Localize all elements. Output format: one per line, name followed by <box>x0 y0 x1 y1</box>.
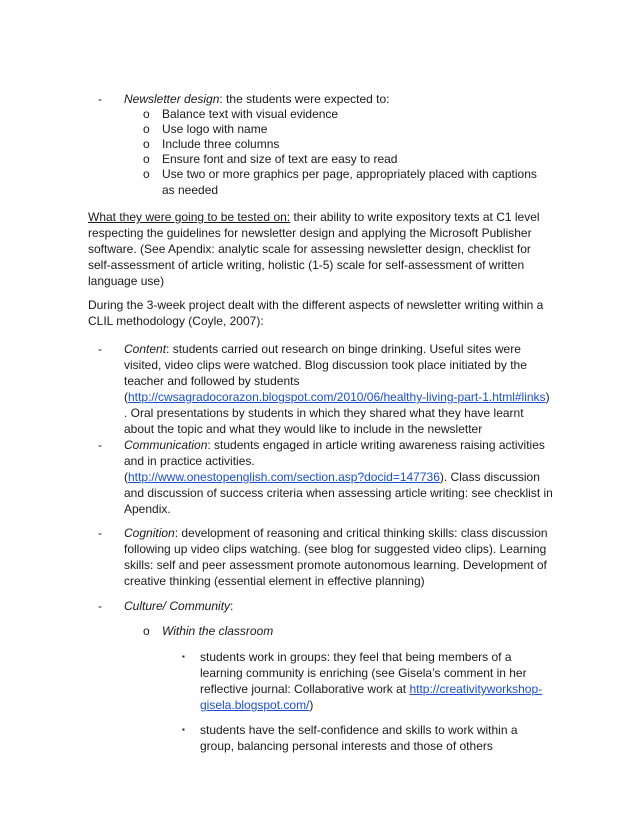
within-classroom-heading <box>162 623 552 639</box>
newsletter-design-line <box>124 91 554 107</box>
content-blog-link[interactable]: http://cwsagradocorazon.blogspot.com/2010/06/healthy-living-part-1.html#links <box>128 390 546 404</box>
content-text-after: ) . Oral presentations by students in which they shared what they have learnt about the topic and what they would like to include in the newsletter <box>124 390 550 436</box>
newsletter-item: Include three columns <box>162 137 280 151</box>
circle-bullet: o <box>143 167 150 181</box>
circle-bullet: o <box>143 107 150 121</box>
culture-item <box>124 598 554 614</box>
communication-text: : students engaged in article writing awareness raising activities and in practice activities. <box>124 438 545 468</box>
culture-subitem <box>200 649 550 713</box>
communication-paren: ( <box>124 470 128 484</box>
cognition-label: Cognition <box>124 526 175 540</box>
tested-on-text: their ability to write expository texts at C1 level respecting the guidelines for newsletter design and applying the Microsoft Publisher software. (See Apendix: analytic scale for assessing newsletter design, checklist for self-assessment of article writing, holistic (1-5) scale for self-assessment of written language use) <box>88 210 540 288</box>
communication-item <box>124 437 554 517</box>
dash-bullet: - <box>98 92 102 106</box>
dash-bullet: - <box>98 526 102 540</box>
newsletter-design-intro: : the students were expected to: <box>219 92 390 106</box>
circle-bullet: o <box>143 137 150 151</box>
tested-on-paragraph <box>88 209 548 289</box>
content-text: : students carried out research on binge drinking. Useful sites were visited, video clips were watched. Blog discussion took place initiated by the teacher and followed by students ( <box>124 342 527 404</box>
gisela-blog-link[interactable]: http://creativityworkshop-gisela.blogspot.com/ <box>200 682 543 712</box>
square-bullet: ▪ <box>182 725 185 734</box>
square-bullet: ▪ <box>182 652 185 661</box>
culture-subitem-text: students work in groups: they feel that being members of a learning community is enriching (see Gisela’s comment in her reflective journal: Collaborative work at <box>200 650 527 696</box>
newsletter-item: Balance text with visual evidence <box>162 107 339 121</box>
within-classroom-label: Within the classroom <box>162 624 274 638</box>
communication-text-after: ). Class discussion and discussion of success criteria when assessing article writing: see checklist in Apendix. <box>124 470 553 516</box>
dash-bullet: - <box>98 342 102 356</box>
tested-on-label: What they were going to be tested on: <box>88 210 291 224</box>
circle-bullet: o <box>143 122 150 136</box>
cognition-text: : development of reasoning and critical thinking skills: class discussion following up video clips watching. (see blog for suggested video clips). Learning skills: self and peer assessment promote autonomous learning. Development of creative thinking (essential element in effective planning) <box>124 526 548 588</box>
culture-subitem-close: ) <box>309 698 314 712</box>
content-item <box>124 341 554 437</box>
circle-bullet: o <box>143 624 150 638</box>
cognition-item <box>124 525 554 589</box>
circle-bullet: o <box>143 152 150 166</box>
newsletter-design-label: Newsletter design <box>124 92 220 106</box>
dash-bullet: - <box>98 438 102 452</box>
newsletter-item: Ensure font and size of text are easy to read <box>162 152 398 166</box>
culture-colon: : <box>230 599 234 613</box>
project-intro-paragraph: During the 3-week project dealt with the different aspects of newsletter writing within a CLIL methodology (Coyle, 2007): <box>88 298 544 328</box>
communication-label: Communication <box>124 438 208 452</box>
newsletter-item: Use two or more graphics per page, appropriately placed with captions as needed <box>162 167 537 197</box>
content-label: Content <box>124 342 167 356</box>
onestopenglish-link[interactable]: http://www.onestopenglish.com/section.asp?docid=147736 <box>128 470 440 484</box>
culture-subitem: students have the self-confidence and skills to work within a group, balancing personal interests and those of others <box>200 723 518 753</box>
dash-bullet: - <box>98 599 102 613</box>
culture-label: Culture/ Community <box>124 599 231 613</box>
newsletter-item: Use logo with name <box>162 122 268 136</box>
